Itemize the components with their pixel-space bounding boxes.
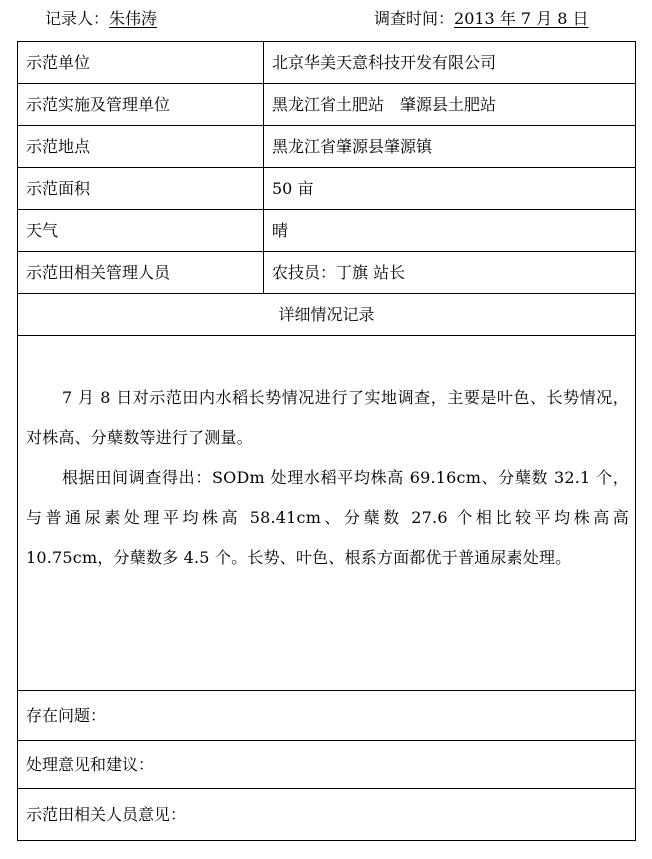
record-table (17, 41, 636, 841)
row-value-personnel: 农技员：丁旗 站长 (264, 252, 636, 294)
recorder-field (45, 8, 157, 30)
table-row (18, 210, 636, 252)
row-value-weather: 晴 (264, 210, 636, 252)
detail-record-cell (18, 336, 636, 691)
table-row (18, 252, 636, 294)
personnel-opinion-cell: 示范田相关人员意见： (18, 789, 636, 841)
detail-paragraph-1: 7 月 8 日对示范田内水稻长势情况进行了实地调查，主要是叶色、长势情况，对株高、分蘖数等进行了测量。 (26, 388, 629, 447)
table-row (18, 168, 636, 210)
table-row (18, 294, 636, 336)
table-row (18, 336, 636, 691)
existing-problems-cell: 存在问题： (18, 691, 636, 741)
row-label-area: 示范面积 (18, 168, 264, 210)
table-row (18, 42, 636, 84)
table-row (18, 691, 636, 741)
survey-date-label: 调查时间： (374, 9, 455, 28)
row-label-personnel: 示范田相关管理人员 (18, 252, 264, 294)
survey-date-field (374, 8, 589, 30)
table-row (18, 84, 636, 126)
row-value-location: 黑龙江省肇源县肇源镇 (264, 126, 636, 168)
detail-paragraph-2: 根据田间调查得出：SODm 处理水稻平均株高 69.16cm、分蘖数 32.1 个，与普通尿素处理平均株高 58.41cm、分蘖数 27.6 个相比较平均株高高 10.75cm，分蘖数多 4.5 个。长势、叶色、根系方面都优于普通尿素处理。 (26, 468, 629, 567)
recorder-name: 朱伟涛 (109, 9, 158, 28)
handling-suggestions-cell: 处理意见和建议： (18, 741, 636, 789)
detail-body (26, 378, 629, 578)
row-label-location: 示范地点 (18, 126, 264, 168)
recorder-label: 记录人： (45, 9, 110, 28)
table-row (18, 789, 636, 841)
survey-date-value: 2013 年 7 月 8 日 (454, 9, 589, 28)
table-row (18, 741, 636, 789)
row-label-weather: 天气 (18, 210, 264, 252)
row-value-demo-unit: 北京华美天意科技开发有限公司 (264, 42, 636, 84)
row-label-management-unit: 示范实施及管理单位 (18, 84, 264, 126)
table-row (18, 126, 636, 168)
document-header (0, 8, 652, 32)
detail-heading: 详细情况记录 (18, 294, 636, 336)
row-value-area: 50 亩 (264, 168, 636, 210)
row-value-management-unit: 黑龙江省土肥站 肇源县土肥站 (264, 84, 636, 126)
row-label-demo-unit: 示范单位 (18, 42, 264, 84)
